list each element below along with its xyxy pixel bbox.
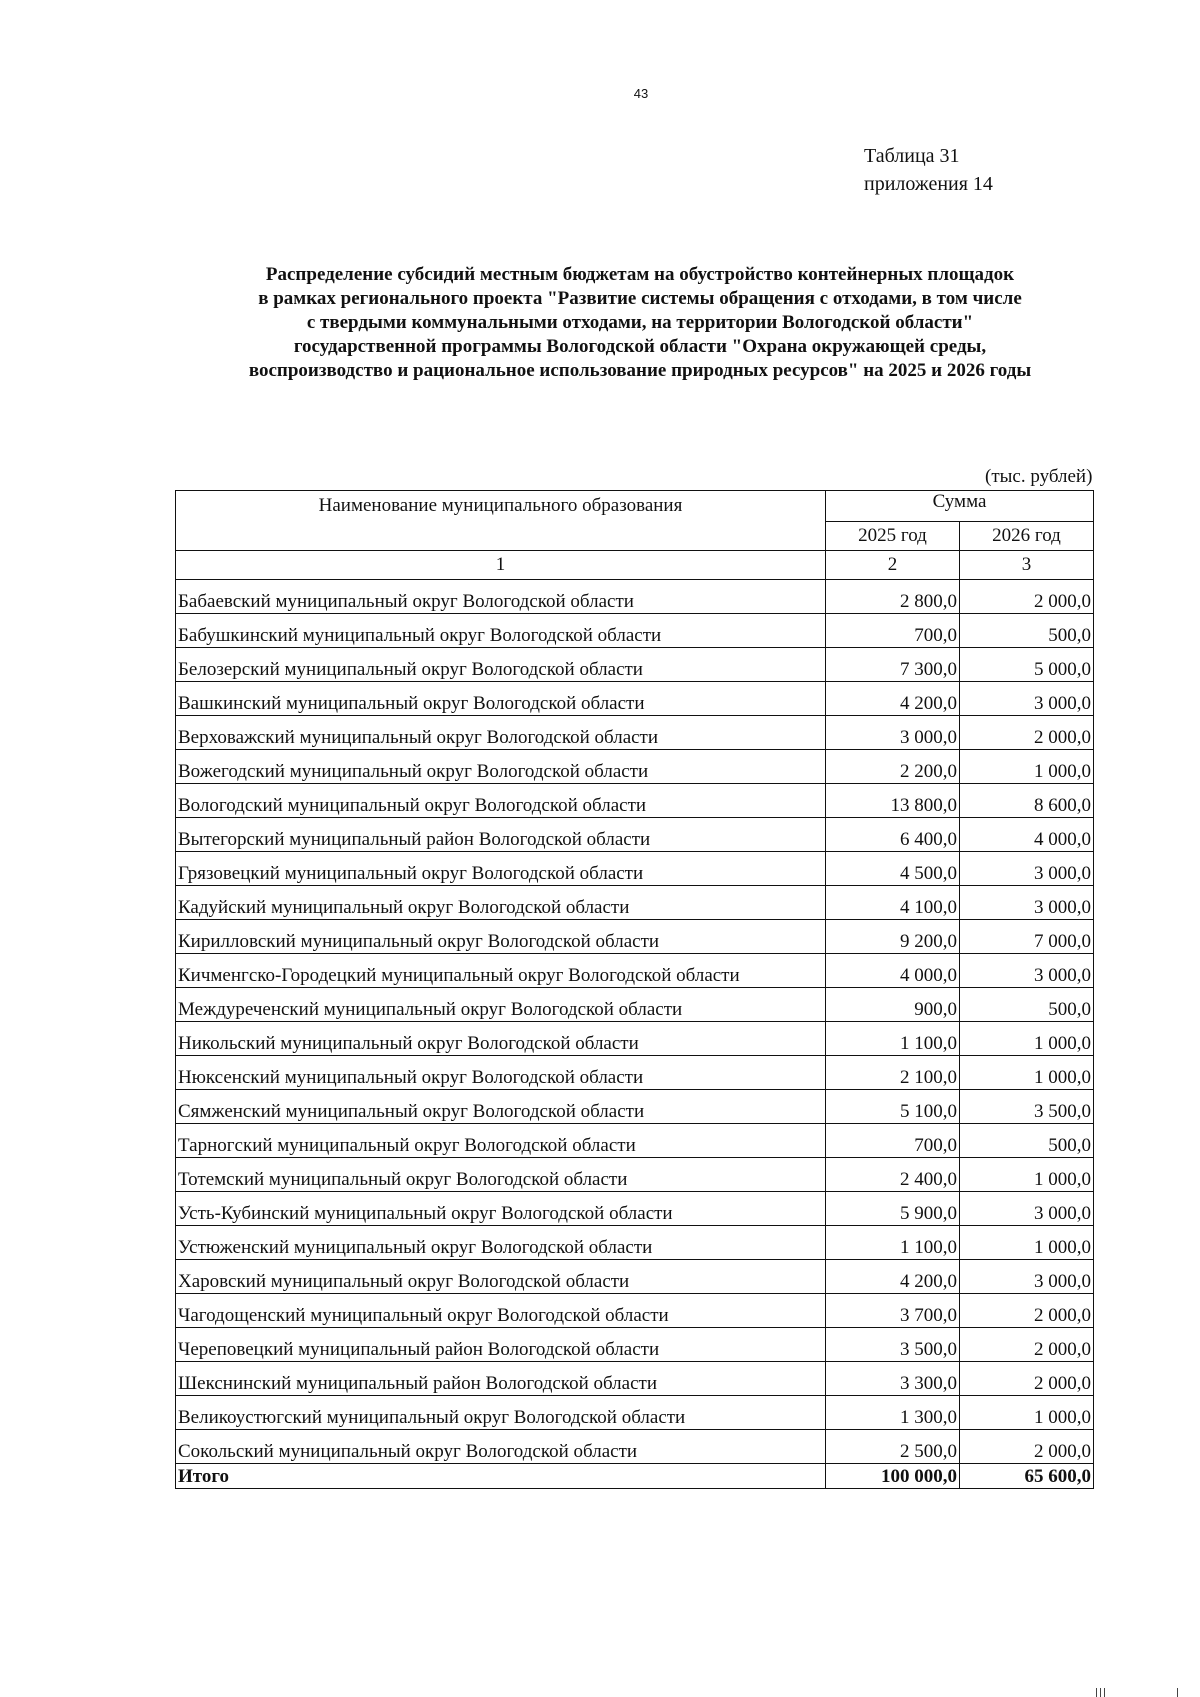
municipality-name: Бабаевский муниципальный округ Вологодской области <box>176 580 826 614</box>
scan-mark <box>1177 1688 1178 1697</box>
amount-2026: 2 000,0 <box>960 1430 1094 1464</box>
table-row <box>176 580 1094 614</box>
document-title <box>190 263 1090 383</box>
amount-2025: 1 100,0 <box>826 1226 960 1260</box>
municipality-name: Бабушкинский муниципальный округ Вологодской области <box>176 614 826 648</box>
amount-2026: 3 000,0 <box>960 886 1094 920</box>
title-line: государственной программы Вологодской области "Охрана окружающей среды, <box>293 336 987 357</box>
amount-2026: 2 000,0 <box>960 580 1094 614</box>
amount-2025: 13 800,0 <box>826 784 960 818</box>
amount-2026: 8 600,0 <box>960 784 1094 818</box>
amount-2025: 1 100,0 <box>826 1022 960 1056</box>
table-row <box>176 988 1094 1022</box>
total-row <box>176 1464 1094 1489</box>
table-row <box>176 1158 1094 1192</box>
municipality-name: Вологодский муниципальный округ Вологодской области <box>176 784 826 818</box>
amount-2025: 4 200,0 <box>826 682 960 716</box>
amount-2025: 3 500,0 <box>826 1328 960 1362</box>
column-number: 1 <box>176 551 826 580</box>
header-sum: Сумма <box>826 491 1094 522</box>
table-row <box>176 784 1094 818</box>
amount-2025: 4 500,0 <box>826 852 960 886</box>
amount-2026: 500,0 <box>960 988 1094 1022</box>
title-line: в рамках регионального проекта "Развитие системы обращения с отходами, в том числе <box>258 288 1022 309</box>
scan-mark <box>1096 1688 1097 1697</box>
amount-2026: 1 000,0 <box>960 1226 1094 1260</box>
amount-2025: 700,0 <box>826 614 960 648</box>
amount-2026: 4 000,0 <box>960 818 1094 852</box>
title-line: Распределение субсидий местным бюджетам на обустройство контейнерных площадок <box>265 264 1015 285</box>
amount-2025: 2 800,0 <box>826 580 960 614</box>
subsidy-table <box>175 490 1094 1489</box>
table-reference-line-1: Таблица 31 <box>864 145 960 167</box>
amount-2025: 900,0 <box>826 988 960 1022</box>
amount-2025: 3 700,0 <box>826 1294 960 1328</box>
municipality-name: Кирилловский муниципальный округ Вологодской области <box>176 920 826 954</box>
total-2026: 65 600,0 <box>960 1464 1094 1489</box>
title-line: воспроизводство и рациональное использование природных ресурсов" на 2025 и 2026 годы <box>248 360 1032 381</box>
units-label: (тыс. рублей) <box>985 466 1093 487</box>
municipality-name: Вытегорский муниципальный район Вологодской области <box>176 818 826 852</box>
municipality-name: Череповецкий муниципальный район Вологодской области <box>176 1328 826 1362</box>
amount-2026: 1 000,0 <box>960 1022 1094 1056</box>
amount-2025: 4 000,0 <box>826 954 960 988</box>
table-row <box>176 1124 1094 1158</box>
table-row <box>176 1430 1094 1464</box>
amount-2026: 5 000,0 <box>960 648 1094 682</box>
amount-2026: 2 000,0 <box>960 1294 1094 1328</box>
table-row <box>176 1396 1094 1430</box>
table-body <box>176 580 1094 1489</box>
municipality-name: Харовский муниципальный округ Вологодской области <box>176 1260 826 1294</box>
amount-2025: 3 300,0 <box>826 1362 960 1396</box>
amount-2026: 1 000,0 <box>960 1396 1094 1430</box>
table-row <box>176 1362 1094 1396</box>
amount-2025: 2 100,0 <box>826 1056 960 1090</box>
municipality-name: Грязовецкий муниципальный округ Вологодской области <box>176 852 826 886</box>
table-row <box>176 1294 1094 1328</box>
amount-2026: 3 000,0 <box>960 682 1094 716</box>
header-year-2026: 2026 год <box>960 522 1094 551</box>
municipality-name: Усть-Кубинский муниципальный округ Вологодской области <box>176 1192 826 1226</box>
amount-2026: 1 000,0 <box>960 1158 1094 1192</box>
amount-2025: 6 400,0 <box>826 818 960 852</box>
municipality-name: Великоустюгский муниципальный округ Вологодской области <box>176 1396 826 1430</box>
table-row <box>176 920 1094 954</box>
table-row <box>176 954 1094 988</box>
amount-2025: 700,0 <box>826 1124 960 1158</box>
municipality-name: Никольский муниципальный округ Вологодской области <box>176 1022 826 1056</box>
amount-2026: 3 500,0 <box>960 1090 1094 1124</box>
amount-2026: 3 000,0 <box>960 852 1094 886</box>
municipality-name: Тотемский муниципальный округ Вологодской области <box>176 1158 826 1192</box>
amount-2026: 500,0 <box>960 1124 1094 1158</box>
amount-2026: 1 000,0 <box>960 1056 1094 1090</box>
municipality-name: Верховажский муниципальный округ Вологодской области <box>176 716 826 750</box>
municipality-name: Нюксенский муниципальный округ Вологодской области <box>176 1056 826 1090</box>
municipality-name: Сокольский муниципальный округ Вологодской области <box>176 1430 826 1464</box>
municipality-name: Чагодощенский муниципальный округ Вологодской области <box>176 1294 826 1328</box>
amount-2026: 7 000,0 <box>960 920 1094 954</box>
amount-2025: 4 200,0 <box>826 1260 960 1294</box>
amount-2026: 3 000,0 <box>960 1260 1094 1294</box>
amount-2026: 3 000,0 <box>960 954 1094 988</box>
table-row <box>176 818 1094 852</box>
municipality-name: Кичменгско-Городецкий муниципальный округ Вологодской области <box>176 954 826 988</box>
amount-2025: 2 200,0 <box>826 750 960 784</box>
amount-2026: 2 000,0 <box>960 1362 1094 1396</box>
title-line: с твердыми коммунальными отходами, на территории Вологодской области" <box>306 312 974 333</box>
table-row <box>176 1328 1094 1362</box>
amount-2025: 3 000,0 <box>826 716 960 750</box>
municipality-name: Тарногский муниципальный округ Вологодской области <box>176 1124 826 1158</box>
amount-2025: 2 500,0 <box>826 1430 960 1464</box>
amount-2025: 7 300,0 <box>826 648 960 682</box>
total-label: Итого <box>176 1464 826 1489</box>
header-municipality: Наименование муниципального образования <box>176 491 826 551</box>
table-row <box>176 1090 1094 1124</box>
municipality-name: Вашкинский муниципальный округ Вологодской области <box>176 682 826 716</box>
amount-2025: 4 100,0 <box>826 886 960 920</box>
scan-mark <box>1100 1688 1101 1697</box>
page-number: 43 <box>633 86 649 101</box>
column-number: 2 <box>826 551 960 580</box>
table-row <box>176 614 1094 648</box>
table-row <box>176 1056 1094 1090</box>
municipality-name: Кадуйский муниципальный округ Вологодской области <box>176 886 826 920</box>
municipality-name: Шекснинский муниципальный район Вологодской области <box>176 1362 826 1396</box>
amount-2025: 5 900,0 <box>826 1192 960 1226</box>
table-reference <box>864 142 993 198</box>
table-row <box>176 750 1094 784</box>
header-row <box>176 491 1094 522</box>
amount-2025: 5 100,0 <box>826 1090 960 1124</box>
amount-2026: 2 000,0 <box>960 1328 1094 1362</box>
amount-2026: 1 000,0 <box>960 750 1094 784</box>
amount-2026: 500,0 <box>960 614 1094 648</box>
scan-mark <box>1104 1688 1105 1697</box>
municipality-name: Сямженский муниципальный округ Вологодской области <box>176 1090 826 1124</box>
table-row <box>176 1260 1094 1294</box>
table-reference-line-2: приложения 14 <box>864 173 993 195</box>
table-row <box>176 1022 1094 1056</box>
table-row <box>176 716 1094 750</box>
column-number: 3 <box>960 551 1094 580</box>
table-row <box>176 682 1094 716</box>
amount-2025: 2 400,0 <box>826 1158 960 1192</box>
municipality-name: Междуреченский муниципальный округ Вологодской области <box>176 988 826 1022</box>
amount-2026: 2 000,0 <box>960 716 1094 750</box>
municipality-name: Устюженский муниципальный округ Вологодской области <box>176 1226 826 1260</box>
municipality-name: Вожегодский муниципальный округ Вологодской области <box>176 750 826 784</box>
total-2025: 100 000,0 <box>826 1464 960 1489</box>
header-year-2025: 2025 год <box>826 522 960 551</box>
column-number-row <box>176 551 1094 580</box>
table-row <box>176 648 1094 682</box>
amount-2025: 9 200,0 <box>826 920 960 954</box>
amount-2026: 3 000,0 <box>960 1192 1094 1226</box>
table-row <box>176 886 1094 920</box>
municipality-name: Белозерский муниципальный округ Вологодской области <box>176 648 826 682</box>
table-row <box>176 1226 1094 1260</box>
table-row <box>176 852 1094 886</box>
amount-2025: 1 300,0 <box>826 1396 960 1430</box>
table-row <box>176 1192 1094 1226</box>
